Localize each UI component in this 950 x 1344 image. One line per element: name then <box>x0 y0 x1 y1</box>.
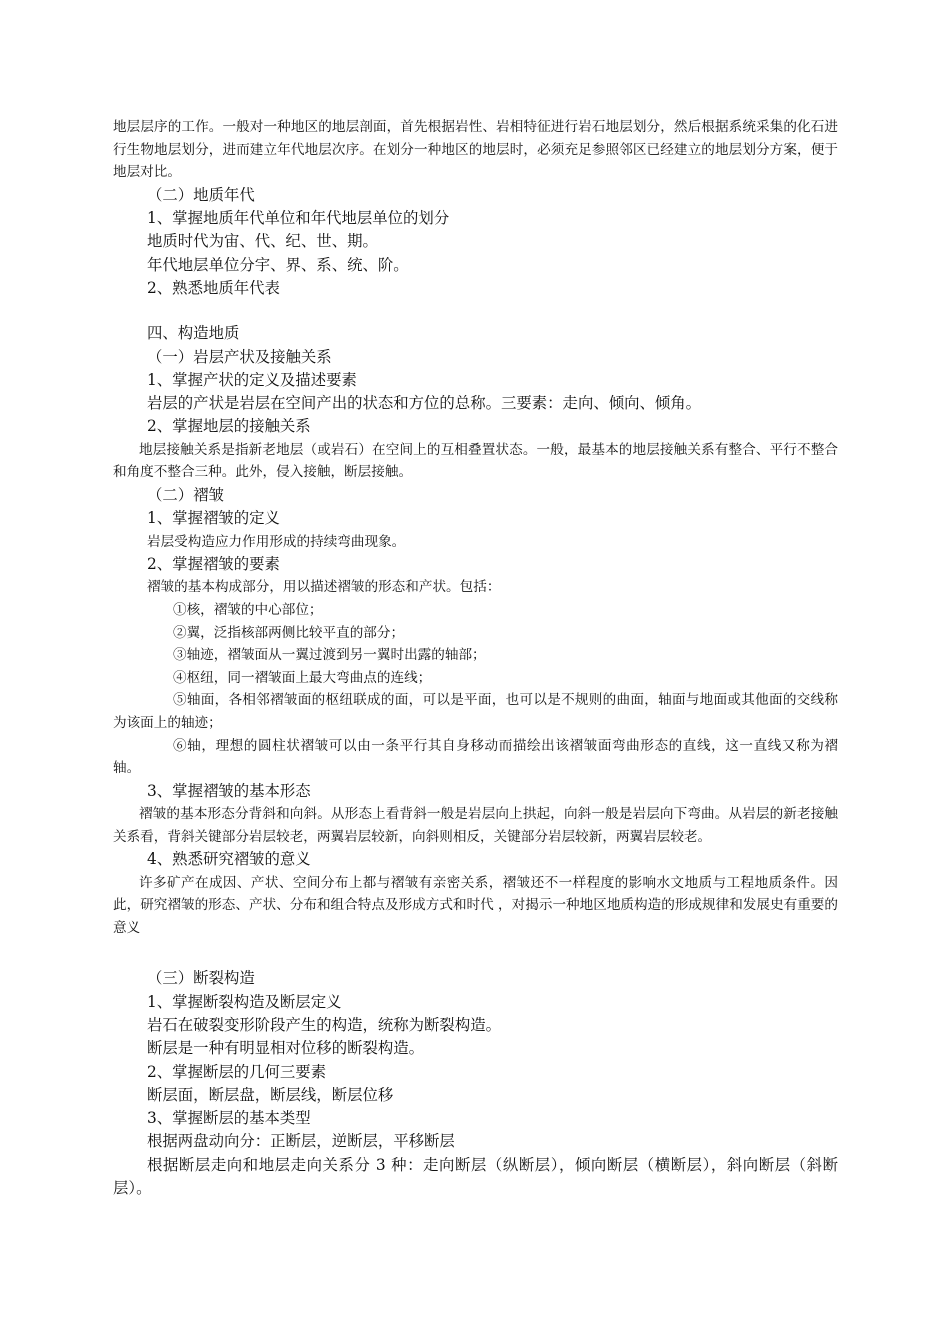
paragraph-fold-significance: 许多矿产在成因、产状、空间分布上都与褶皱有亲密关系，褶皱还不一样程度的影响水文地质与工程地质条件。因此，研究褶皱的形态、产状、分布和组合特点及形成方式和时代 ，对揭示一种地区地质构造的形成规律和发展史有重要的意义 <box>113 874 838 936</box>
text-fault-definition: 断层是一种有明显相对位移的断裂构造。 <box>147 1039 425 1058</box>
heading-structural-geology: 四、构造地质 <box>147 324 240 343</box>
text-attitude-definition: 岩层的产状是岩层在空间产出的状态和方位的总称。三要素：走向、倾向、倾角。 <box>147 394 702 413</box>
document-page <box>113 116 838 1200</box>
heading-fold-elements: 2、掌握褶皱的要素 <box>147 555 280 574</box>
paragraph-stratigraphy-sequence: 地层层序的工作。一般对一种地区的地层剖面，首先根据岩性、岩相特征进行岩石地层划分，然后根据系统采集的化石进行生物地层划分，进而建立年代地层次序。在划分一种地区的地层时，必须充足参照邻区已经建立的地层划分方案，便于地层对比。 <box>113 119 838 181</box>
heading-fold-forms: 3、掌握褶皱的基本形态 <box>147 781 311 800</box>
list-item-fold-hinge: ④枢纽，同一褶皱面上最大弯曲点的连线； <box>173 669 432 686</box>
heading-fracture-structure: （三）断裂构造 <box>147 969 255 988</box>
text-fold-elements-intro: 褶皱的基本构成部分，用以描述褶皱的形态和产状。包括： <box>147 579 501 596</box>
heading-fold-significance: 4、熟悉研究褶皱的意义 <box>147 850 311 869</box>
heading-attitude-definition: 1、掌握产状的定义及描述要素 <box>147 370 357 389</box>
list-item-fold-axis: ⑥轴，理想的圆柱状褶皱可以由一条平行其自身移动而描绘出该褶皱面弯曲形态的直线，这一直线又称为褶轴。 <box>113 737 838 777</box>
heading-fold-definition: 1、掌握褶皱的定义 <box>147 509 280 528</box>
heading-geochronology-units: 1、掌握地质年代单位和年代地层单位的划分 <box>147 209 450 228</box>
paragraph-fault-types-strike: 根据断层走向和地层走向关系分 3 种：走向断层（纵断层），倾向断层（横断层），斜向断层（斜断层）。 <box>113 1155 838 1197</box>
spacer <box>113 300 838 322</box>
list-item-fold-axial-trace: ③轴迹，褶皱面从一翼过渡到另一翼时出露的轴部； <box>173 647 486 664</box>
text-fold-definition: 岩层受构造应力作用形成的持续弯曲现象。 <box>147 533 406 550</box>
spacer <box>113 939 838 967</box>
text-fracture-definition: 岩石在破裂变形阶段产生的构造，统称为断裂构造。 <box>147 1015 501 1034</box>
heading-contact-relations: 2、掌握地层的接触关系 <box>147 417 311 436</box>
heading-fold: （二）褶皱 <box>147 485 224 504</box>
text-fault-types-motion: 根据两盘动向分：正断层，逆断层，平移断层 <box>147 1132 455 1151</box>
heading-fracture-definition: 1、掌握断裂构造及断层定义 <box>147 992 342 1011</box>
list-item-fold-limb: ②翼，泛指核部两侧比较平直的部分； <box>173 624 405 641</box>
text-chronostratigraphic-units: 年代地层单位分宇、界、系、统、阶。 <box>147 255 409 274</box>
list-item-fold-axial-plane: ⑤轴面，各相邻褶皱面的枢纽联成的面，可以是平面，也可以是不规则的曲面，轴面与地面或其他面的交线称为该面上的轴迹； <box>113 692 838 731</box>
text-geologic-time: 地质时代为宙、代、纪、世、期。 <box>147 232 378 251</box>
heading-fault-types: 3、掌握断层的基本类型 <box>147 1109 311 1128</box>
list-item-fold-core: ①核，褶皱的中心部位； <box>173 602 323 619</box>
heading-geochronology: （二）地质年代 <box>147 185 255 204</box>
heading-geologic-timescale: 2、熟悉地质年代表 <box>147 278 280 297</box>
heading-attitude-contact: （一）岩层产状及接触关系 <box>147 347 332 366</box>
paragraph-fold-forms: 褶皱的基本形态分背斜和向斜。从形态上看背斜一般是岩层向上拱起，向斜一般是岩层向下弯曲。从岩层的新老接触关系看，背斜关键部分岩层较老，两翼岩层较新，向斜则相反，关键部分岩层较新，两翼岩层较老。 <box>113 806 838 845</box>
heading-fault-elements: 2、掌握断层的几何三要素 <box>147 1062 327 1081</box>
paragraph-contact-relations: 地层接触关系是指新老地层（或岩石）在空间上的互相叠置状态。一般，最基本的地层接触关系有整合、平行不整合和角度不整合三种。此外，侵入接触，断层接触。 <box>113 441 838 481</box>
text-fault-elements: 断层面，断层盘，断层线，断层位移 <box>147 1085 394 1104</box>
